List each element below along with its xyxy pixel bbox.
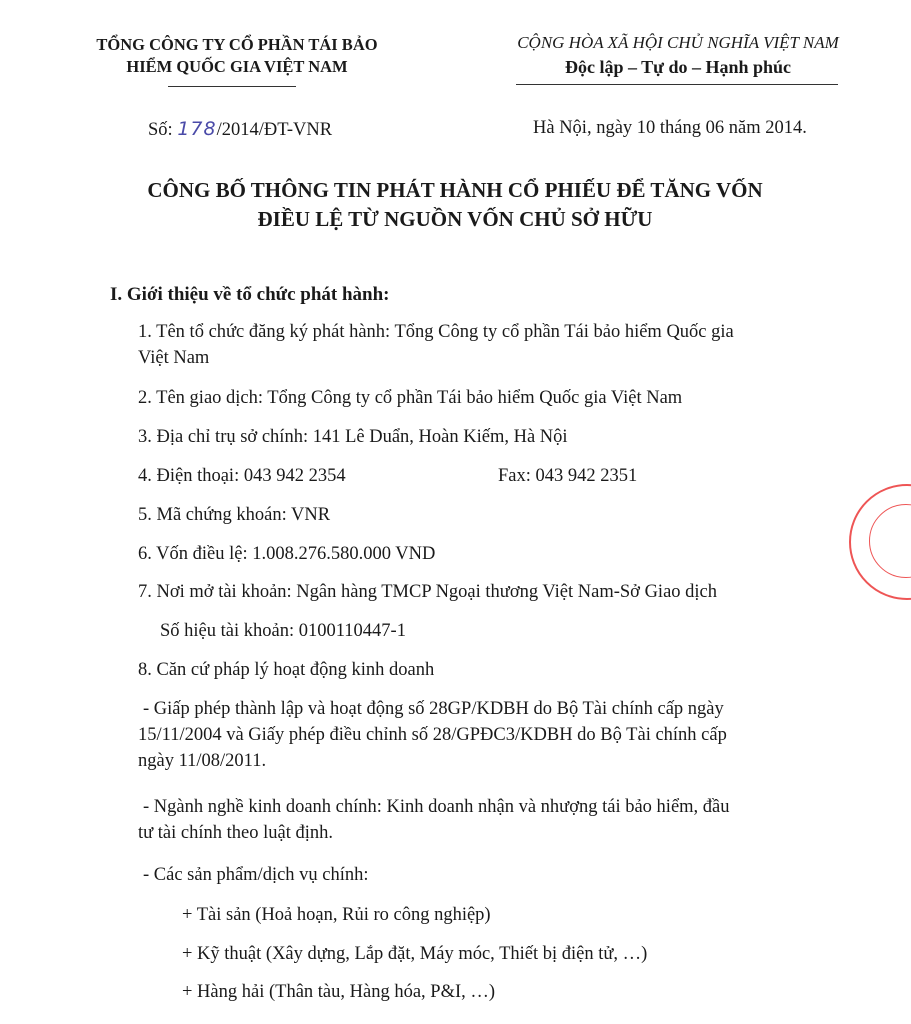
- item-4-fax: Fax: 043 942 2351: [498, 466, 638, 486]
- national-heading: [478, 32, 878, 78]
- item-2: 2. Tên giao dịch: Tổng Công ty cổ phần Tái bảo hiểm Quốc gia Việt Nam: [138, 388, 683, 408]
- organization-name: [62, 34, 412, 78]
- item-1-line1: 1. Tên tổ chức đăng ký phát hành: Tổng Công ty cổ phần Tái bảo hiểm Quốc gia: [138, 322, 734, 342]
- item-1-line2: Việt Nam: [138, 348, 210, 368]
- item-7-bank: 7. Nơi mở tài khoản: Ngân hàng TMCP Ngoại thương Việt Nam-Sở Giao dịch: [138, 582, 718, 602]
- product-engineering: + Kỹ thuật (Xây dựng, Lắp đặt, Máy móc, Thiết bị điện tử, …): [182, 944, 648, 964]
- document-title: [60, 176, 850, 234]
- item-7-account: Số hiệu tài khoản: 0100110447-1: [160, 621, 406, 641]
- motto-underline: [516, 84, 838, 85]
- company-seal-inner-ring: [869, 504, 911, 578]
- document-number-suffix: /2014/ĐT-VNR: [216, 120, 333, 140]
- item-3: 3. Địa chỉ trụ sở chính: 141 Lê Duẩn, Hoàn Kiếm, Hà Nội: [138, 427, 568, 447]
- item-8: 8. Căn cứ pháp lý hoạt động kinh doanh: [138, 660, 435, 680]
- document-number-handwritten: 178: [177, 118, 217, 140]
- nation-name: CỘNG HÒA XÃ HỘI CHỦ NGHĨA VIỆT NAM: [517, 33, 839, 52]
- item-5: 5. Mã chứng khoán: VNR: [138, 505, 331, 525]
- document-title-line1: CÔNG BỐ THÔNG TIN PHÁT HÀNH CỔ PHIẾU ĐỂ TĂNG VỐN: [147, 178, 763, 202]
- organization-name-line1: TỔNG CÔNG TY CỔ PHẦN TÁI BẢO: [96, 35, 378, 54]
- organization-underline: [168, 86, 296, 87]
- item-4-phone: 4. Điện thoại: 043 942 2354: [138, 466, 346, 486]
- document-date: Hà Nội, ngày 10 tháng 06 năm 2014.: [533, 118, 807, 138]
- item-6: 6. Vốn điều lệ: 1.008.276.580.000 VND: [138, 544, 436, 564]
- license-line2: 15/11/2004 và Giấy phép điều chỉnh số 28/GPĐC3/KDBH do Bộ Tài chính cấp: [138, 725, 727, 745]
- products-heading: - Các sản phẩm/dịch vụ chính:: [143, 865, 369, 885]
- document-number: [148, 118, 332, 141]
- document-number-prefix: Số:: [148, 120, 178, 140]
- section-heading: I. Giới thiệu về tổ chức phát hành:: [110, 284, 390, 305]
- license-line1: - Giấp phép thành lập và hoạt động số 28GP/KDBH do Bộ Tài chính cấp ngày: [143, 699, 724, 719]
- business-line2: tư tài chính theo luật định.: [138, 823, 333, 843]
- license-line3: ngày 11/08/2011.: [138, 751, 267, 771]
- company-seal: [849, 484, 911, 600]
- national-motto: Độc lập – Tự do – Hạnh phúc: [564, 57, 792, 77]
- organization-name-line2: HIỂM QUỐC GIA VIỆT NAM: [126, 57, 348, 76]
- product-marine: + Hàng hải (Thân tàu, Hàng hóa, P&I, …): [182, 982, 496, 1002]
- product-property: + Tài sản (Hoả hoạn, Rủi ro công nghiệp): [182, 905, 491, 925]
- document-title-line2: ĐIỀU LỆ TỪ NGUỒN VỐN CHỦ SỞ HỮU: [257, 207, 653, 231]
- business-line1: - Ngành nghề kinh doanh chính: Kinh doanh nhận và nhượng tái bảo hiểm, đầu: [143, 797, 730, 817]
